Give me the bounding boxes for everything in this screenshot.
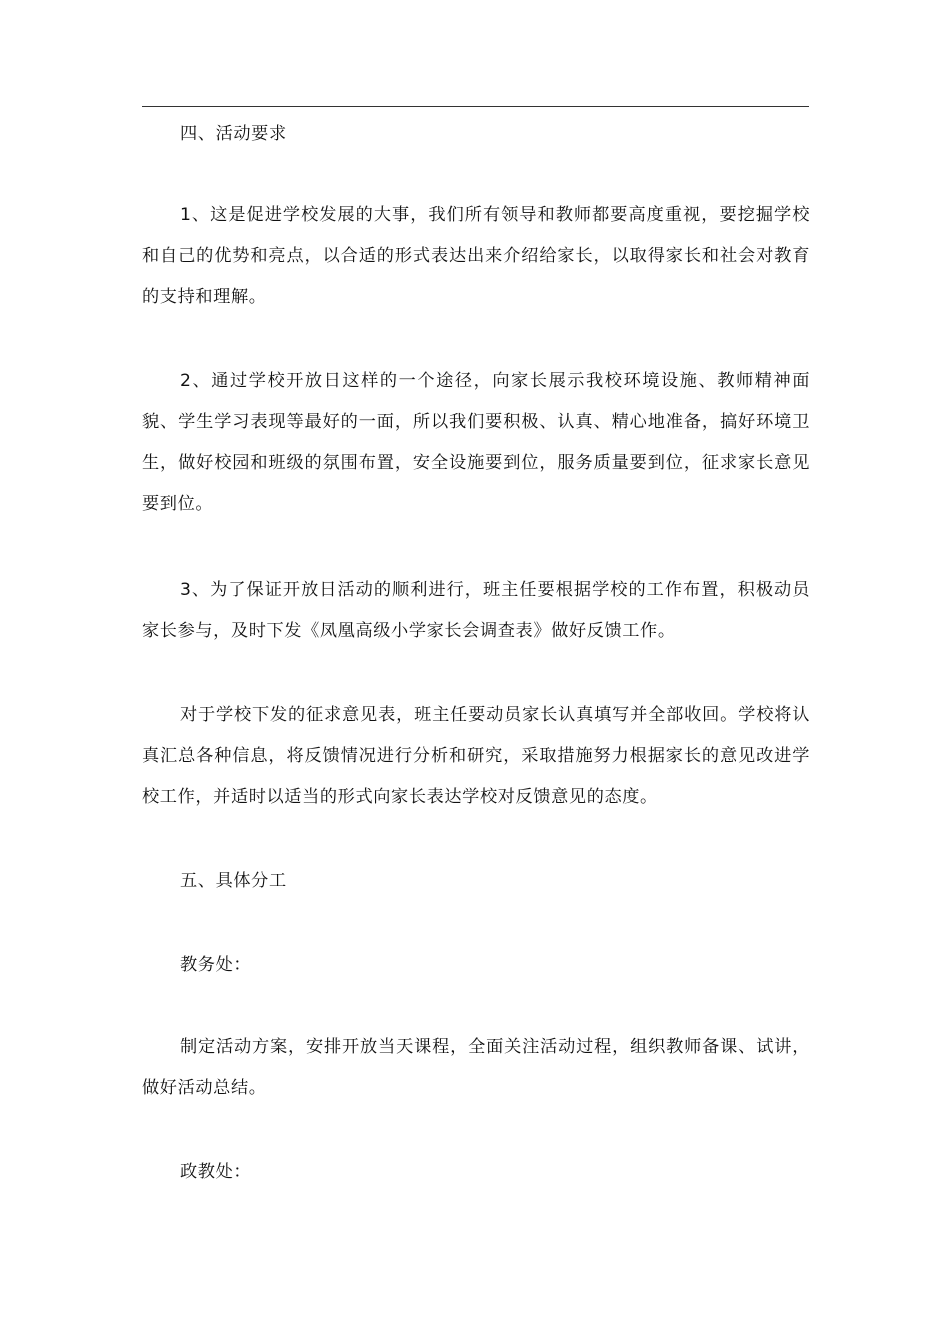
paragraph-academic-affairs-duties: 制定活动方案，安排开放当天课程，全面关注活动过程，组织教师备课、试讲，做好活动总结。 bbox=[142, 1037, 810, 1098]
paragraph-requirement-3: 3、为了保证开放日活动的顺利进行，班主任要根据学校的工作布置，积极动员家长参与，及时下发《凤凰高级小学家长会调查表》做好反馈工作。 bbox=[142, 580, 810, 641]
section-heading-activity-requirements: 四、活动要求 bbox=[180, 124, 287, 144]
paragraph-academic-affairs-label: 教务处： bbox=[180, 955, 252, 975]
paragraph-feedback-form: 对于学校下发的征求意见表，班主任要动员家长认真填写并全部收回。学校将认真汇总各种信息，将反馈情况进行分析和研究，采取措施努力根据家长的意见改进学校工作，并适时以适当的形式向家长表达学校对反馈意见的态度。 bbox=[142, 705, 810, 807]
header-rule bbox=[142, 106, 809, 107]
paragraph-requirement-1: 1、这是促进学校发展的大事，我们所有领导和教师都要高度重视，要挖掘学校和自己的优势和亮点，以合适的形式表达出来介绍给家长，以取得家长和社会对教育的支持和理解。 bbox=[142, 205, 810, 307]
paragraph-requirement-2: 2、通过学校开放日这样的一个途径，向家长展示我校环境设施、教师精神面貌、学生学习表现等最好的一面，所以我们要积极、认真、精心地准备，搞好环境卫生，做好校园和班级的氛围布置，安全设施要到位，服务质量要到位，征求家长意见要到位。 bbox=[142, 371, 810, 514]
paragraph-political-education-label: 政教处： bbox=[180, 1162, 252, 1182]
section-heading-division-of-work: 五、具体分工 bbox=[180, 871, 287, 891]
